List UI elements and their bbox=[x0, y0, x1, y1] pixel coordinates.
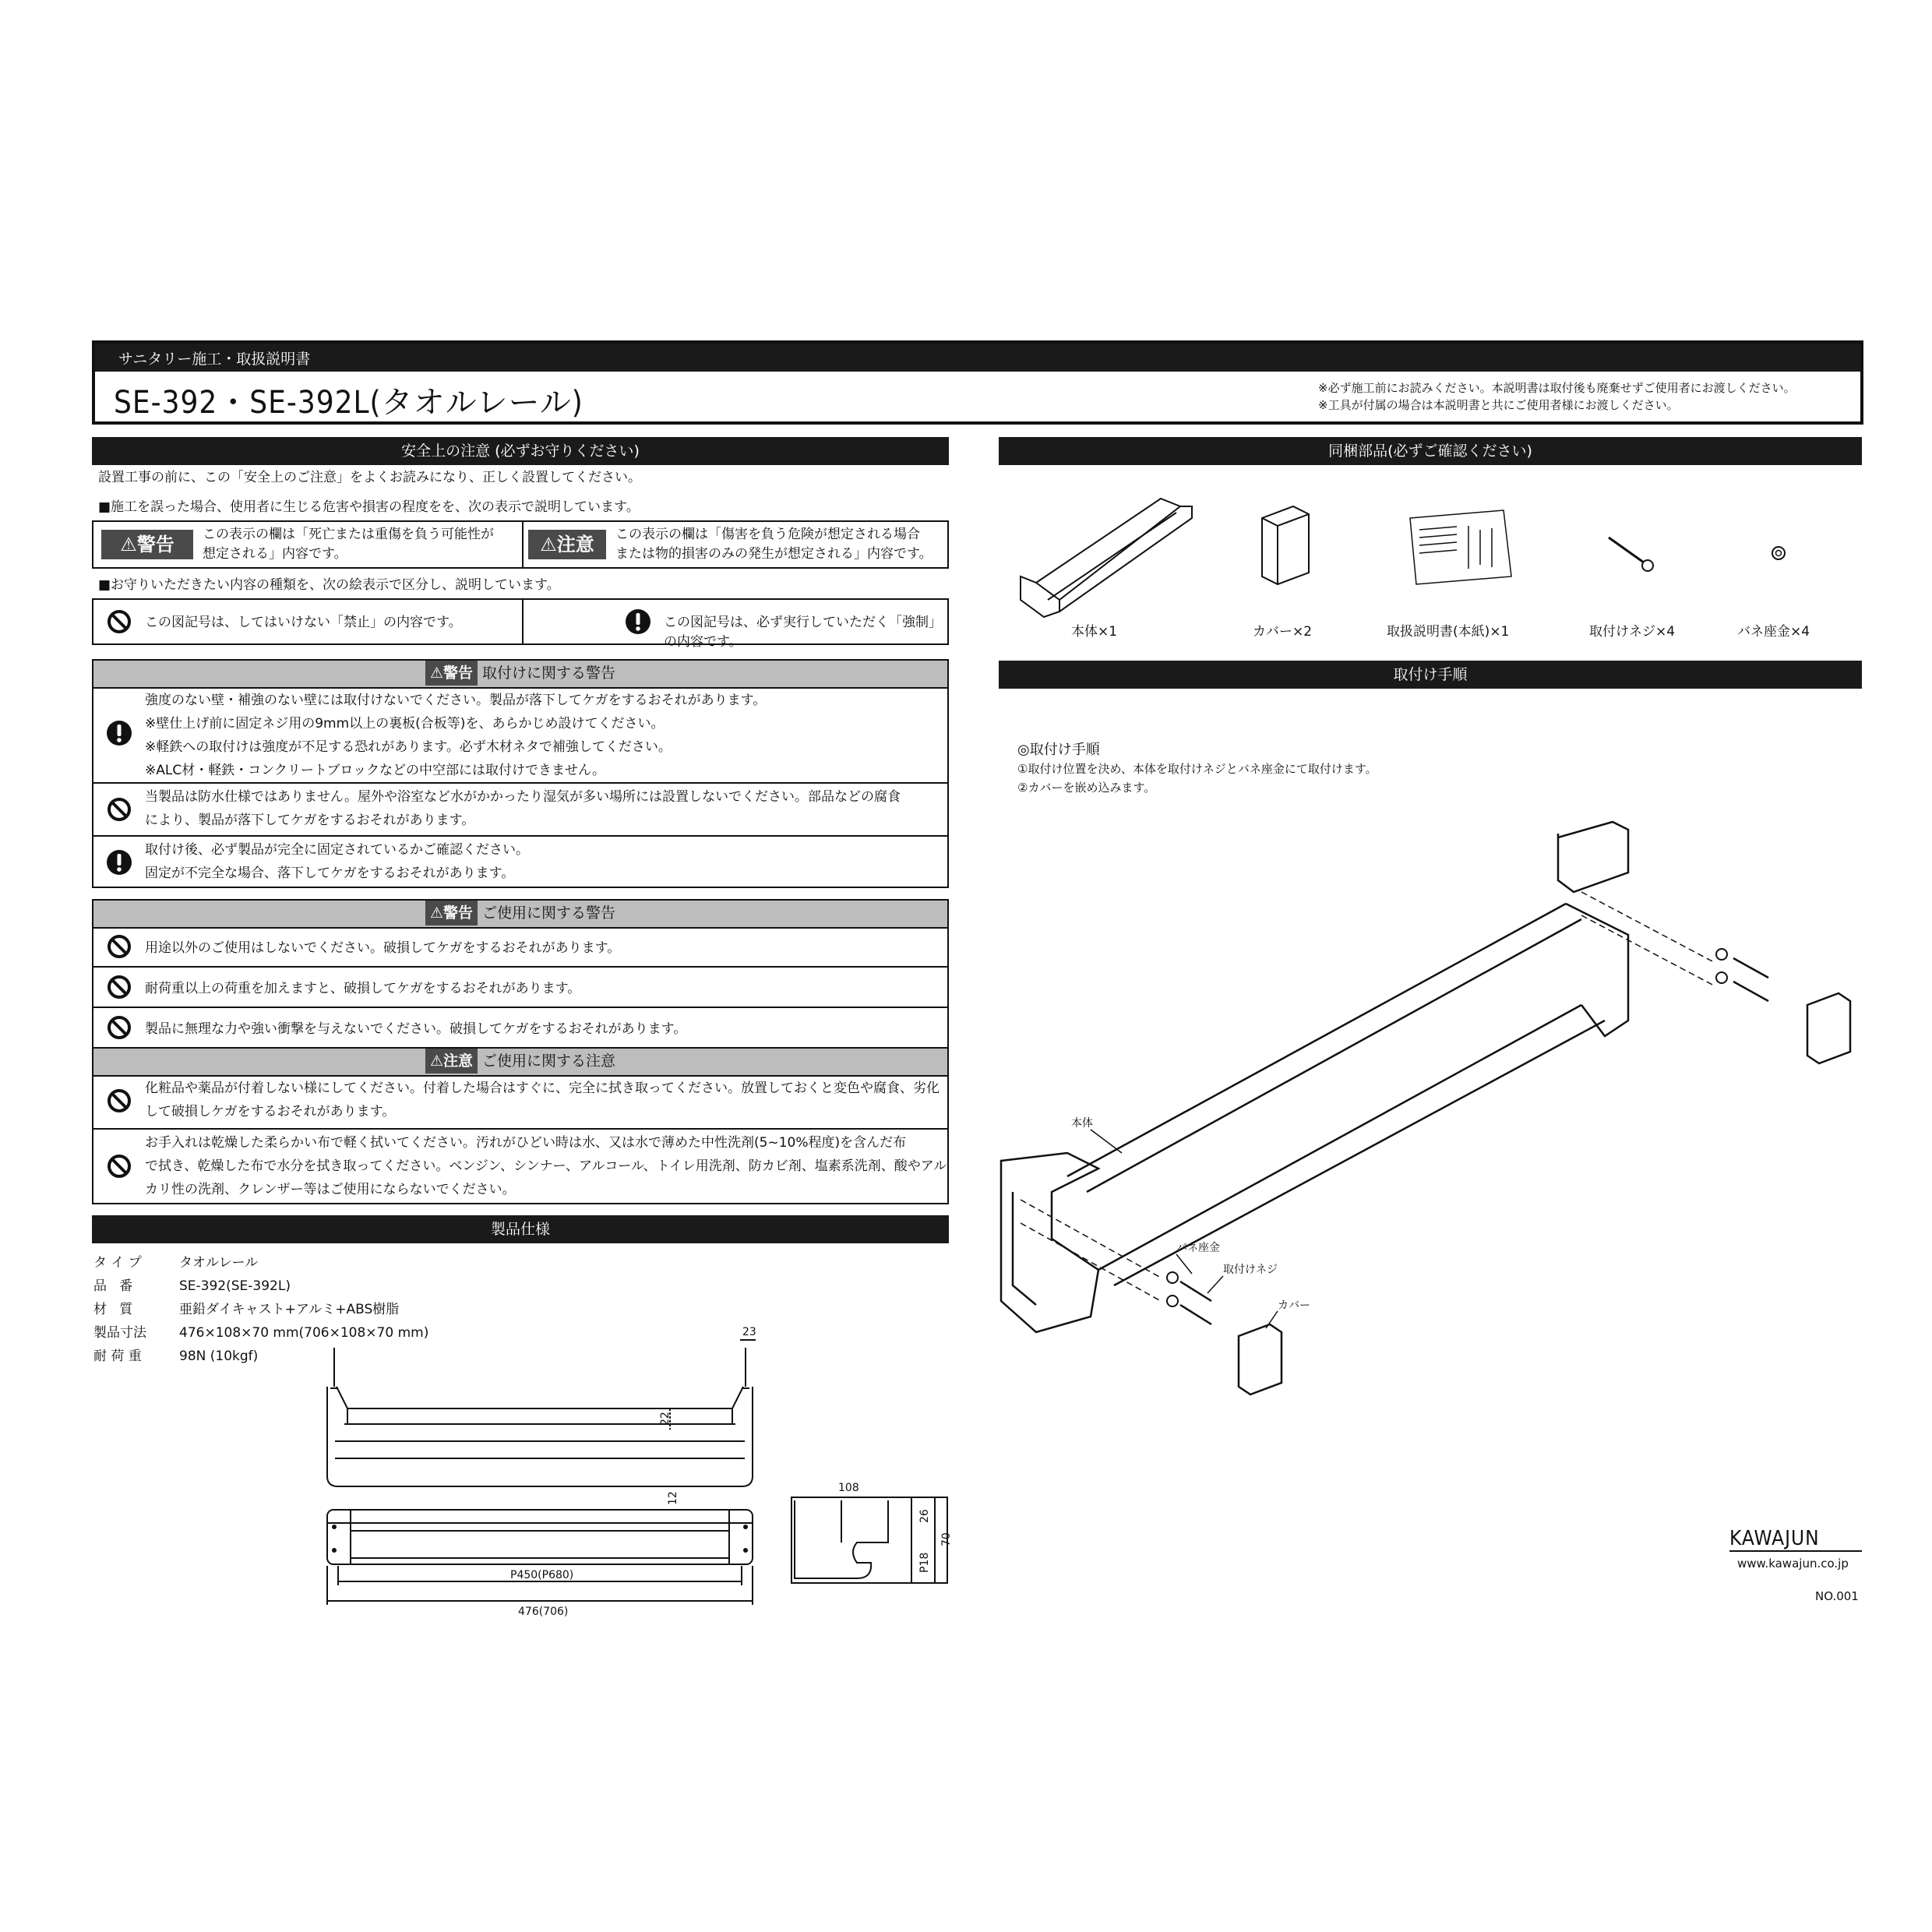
text-line: カリ性の洗剤、クレンザー等はご使用にならないでください。 bbox=[145, 1182, 516, 1197]
spec-row bbox=[93, 1298, 399, 1317]
prohibit-icon bbox=[106, 1153, 132, 1179]
dim-23: 23 bbox=[742, 1326, 756, 1338]
use-warning-item bbox=[93, 1007, 947, 1047]
symbol-legend bbox=[92, 598, 949, 650]
header-category-bar bbox=[95, 344, 1860, 372]
spec-title: 製品仕様 bbox=[490, 1221, 550, 1238]
prohibit-desc: この図記号は、してはいけない「禁止」の内容です。 bbox=[145, 615, 462, 630]
brand-name: KAWAJUN bbox=[1729, 1527, 1820, 1550]
install-warning-text bbox=[145, 838, 529, 885]
dim-12: 12 bbox=[667, 1491, 679, 1505]
procedure-title: 取付け手順 bbox=[1393, 666, 1468, 683]
brand-url: www.kawajun.co.jp bbox=[1737, 1557, 1849, 1571]
install-warning-item bbox=[93, 835, 947, 887]
screw-icon bbox=[1605, 530, 1659, 576]
parts-title-bar bbox=[999, 437, 1862, 465]
text-line: ※壁仕上げ前に固定ネジ用の9mm以上の裏板(合板等)を、あらかじめ設けてください。 bbox=[145, 716, 665, 732]
parts-title: 同梱部品(必ずご確認ください) bbox=[1328, 442, 1532, 460]
install-warning-text bbox=[145, 785, 901, 832]
warning-chip: ⚠警告 bbox=[101, 530, 193, 559]
warning-desc bbox=[203, 525, 494, 564]
header bbox=[92, 340, 1863, 425]
mandatory-icon bbox=[106, 720, 132, 746]
prohibit-icon bbox=[106, 796, 132, 823]
warning-desc-line-1: この表示の欄は「死亡または重傷を負う可能性が bbox=[203, 527, 494, 542]
brand-logo bbox=[1729, 1527, 1862, 1552]
text-line: して破損しケガをするおそれがあります。 bbox=[145, 1104, 396, 1119]
warning-desc-line-2: 想定される」内容です。 bbox=[203, 546, 347, 562]
header-note-1: ※必ず施工前にお読みください。本説明書は取付後も廃棄せずご使用者にお渡しください。 bbox=[1318, 381, 1796, 395]
install-warning-item bbox=[93, 782, 947, 837]
use-caution-text bbox=[145, 1077, 940, 1123]
spec-label: 品 番 bbox=[93, 1278, 133, 1294]
callout-washer: バネ座金 bbox=[1176, 1242, 1220, 1254]
document-number: NO.001 bbox=[1815, 1589, 1859, 1603]
prohibit-icon bbox=[106, 974, 132, 1000]
use-warning-item bbox=[93, 966, 947, 1007]
text-line: ※ALC材・軽鉄・コンクリートブロックなどの中空部には取付けできません。 bbox=[145, 763, 606, 778]
caution-desc bbox=[615, 525, 933, 564]
prohibit-icon bbox=[106, 608, 132, 635]
spec-value: 476×108×70 mm(706×108×70 mm) bbox=[179, 1325, 429, 1341]
cover-icon bbox=[1254, 499, 1317, 592]
washer-icon bbox=[1767, 541, 1790, 565]
dim-width: 476(706) bbox=[518, 1606, 569, 1618]
prohibit-icon bbox=[106, 933, 132, 960]
mandatory-icon bbox=[625, 608, 651, 635]
callout-cover: カバー bbox=[1278, 1299, 1310, 1312]
install-warning-item bbox=[93, 687, 947, 781]
text-line: により、製品が落下してケガをするおそれがあります。 bbox=[145, 813, 475, 828]
mandatory-desc: この図記号は、必ず実行していただく「強制」の内容です。 bbox=[664, 615, 942, 650]
spec-label: 製品寸法 bbox=[93, 1325, 146, 1341]
caution-legend bbox=[524, 522, 949, 567]
procedure-heading: ◎取付け手順 bbox=[1017, 742, 1100, 758]
text-line: 強度のない壁・補強のない壁には取付けないでください。製品が落下してケガをするおそれがあります。 bbox=[145, 693, 767, 708]
install-warnings-header bbox=[93, 661, 947, 689]
caution-chip: ⚠注意 bbox=[528, 530, 606, 559]
dim-108: 108 bbox=[838, 1482, 859, 1494]
use-warning-text: 用途以外のご使用はしないでください。破損してケガをするおそれがあります。 bbox=[145, 940, 621, 956]
header-category: サニタリー施工・取扱説明書 bbox=[118, 351, 311, 368]
install-warning-text bbox=[145, 689, 766, 782]
header-note-2: ※工具が付属の場合は本説明書と共にご使用者様にお渡しください。 bbox=[1318, 398, 1679, 412]
use-warnings-header bbox=[93, 901, 947, 929]
dim-26: 26 bbox=[918, 1509, 931, 1523]
use-warnings-title: ご使用に関する警告 bbox=[482, 904, 616, 922]
spec-drawing bbox=[312, 1324, 966, 1628]
callout-body: 本体 bbox=[1071, 1117, 1093, 1130]
spec-value: タオルレール bbox=[179, 1255, 259, 1271]
use-warnings-chip: ⚠警告 bbox=[425, 901, 478, 925]
text-line: ※軽鉄への取付けは強度が不足する恐れがあります。必ず木材ネタで補強してください。 bbox=[145, 739, 672, 755]
prohibit-icon bbox=[106, 1088, 132, 1114]
installation-drawing bbox=[989, 818, 1862, 1410]
procedure-title-bar bbox=[999, 661, 1862, 689]
caution-desc-line-1: この表示の欄は「傷害を負う危険が想定される場合 bbox=[615, 527, 920, 542]
spec-label: 材 質 bbox=[93, 1302, 133, 1317]
use-cautions-header bbox=[93, 1047, 947, 1077]
safety-intro: 設置工事の前に、この「安全上のご注意」をよくお読みになり、正しく設置してください。 bbox=[98, 470, 641, 485]
dim-22: 22 bbox=[659, 1412, 672, 1426]
text-line: お手入れは乾燥した柔らかい布で軽く拭いてください。汚れがひどい時は水、又は水で薄めた中性洗剤(5~10%程度)を含んだ布 bbox=[145, 1135, 907, 1151]
spec-row bbox=[93, 1274, 291, 1294]
page-title: SE-392・SE-392L(タオルレール) bbox=[114, 385, 583, 421]
spec-row bbox=[93, 1345, 258, 1364]
spec-title-bar bbox=[92, 1215, 949, 1243]
use-caution-item bbox=[93, 1128, 947, 1203]
text-line: 取付け後、必ず製品が完全に固定されているかご確認ください。 bbox=[145, 842, 529, 858]
caution-desc-line-2: または物的損害のみの発生が想定される」内容です。 bbox=[615, 546, 933, 562]
symbol-intro: ■お守りいただきたい内容の種類を、次の絵表示で区分し、説明しています。 bbox=[98, 577, 560, 593]
use-warning-item bbox=[93, 927, 947, 966]
text-line: 化粧品や薬品が付着しない様にしてください。付着した場合はすぐに、完全に拭き取ってください。放置しておくと変色や腐食、劣化 bbox=[145, 1081, 940, 1096]
spec-value: SE-392(SE-392L) bbox=[179, 1278, 291, 1294]
install-warnings-title: 取付けに関する警告 bbox=[482, 665, 616, 682]
use-warning-text: 耐荷重以上の荷重を加えますと、破損してケガをするおそれがあります。 bbox=[145, 981, 581, 996]
part-label-washer: バネ座金×4 bbox=[1737, 624, 1810, 640]
use-warning-text: 製品に無理な力や強い衝撃を与えないでください。破損してケガをするおそれがあります。 bbox=[145, 1021, 687, 1037]
use-caution-text bbox=[145, 1131, 947, 1201]
callout-screw: 取付けネジ bbox=[1223, 1264, 1278, 1276]
dim-p18: P18 bbox=[918, 1552, 931, 1573]
dim-pitch: P450(P680) bbox=[510, 1569, 574, 1581]
mandatory-legend bbox=[524, 600, 949, 650]
spec-value: 亜鉛ダイキャスト+アルミ+ABS樹脂 bbox=[179, 1302, 400, 1317]
use-cautions-chip: ⚠注意 bbox=[425, 1049, 478, 1074]
safety-title-bar bbox=[92, 437, 949, 465]
spec-row bbox=[93, 1251, 258, 1271]
part-label-cover: カバー×2 bbox=[1253, 624, 1313, 640]
part-label-body: 本体×1 bbox=[1071, 624, 1118, 640]
part-label-screw: 取付けネジ×4 bbox=[1589, 624, 1676, 640]
procedure-step-2: ②カバーを嵌め込みます。 bbox=[1017, 781, 1156, 795]
prohibit-legend bbox=[93, 600, 524, 643]
part-label-manual: 取扱説明書(本紙)×1 bbox=[1387, 624, 1510, 640]
install-warnings-chip: ⚠警告 bbox=[425, 661, 478, 686]
mandatory-icon bbox=[106, 849, 132, 876]
procedure-step-1: ①取付け位置を決め、本体を取付けネジとバネ座金にて取付けます。 bbox=[1017, 762, 1377, 776]
prohibit-icon bbox=[106, 1014, 132, 1041]
use-warnings bbox=[92, 899, 949, 1204]
use-cautions-title: ご使用に関する注意 bbox=[482, 1052, 616, 1070]
safety-title: 安全上の注意 (必ずお守りください) bbox=[401, 442, 640, 460]
spec-label: タ イ プ bbox=[93, 1255, 142, 1271]
spec-value: 98N (10kgf) bbox=[179, 1349, 259, 1364]
install-warnings bbox=[92, 659, 949, 888]
text-line: で拭き、乾燥した布で水分を拭き取ってください。ベンジン、シンナー、アルコール、トイレ用洗剤、防カビ剤、塩素系洗剤、酸やアル bbox=[145, 1158, 947, 1174]
rail-body-icon bbox=[1013, 483, 1200, 623]
dim-70: 70 bbox=[940, 1532, 953, 1546]
manual-icon bbox=[1402, 506, 1519, 592]
spec-label: 耐 荷 重 bbox=[93, 1349, 142, 1364]
text-line: 当製品は防水仕様ではありません。屋外や浴室など水がかかったり湿気が多い場所には設置しないでください。部品などの腐食 bbox=[145, 789, 901, 805]
use-caution-item bbox=[93, 1075, 947, 1128]
warning-legend bbox=[93, 522, 524, 567]
text-line: 固定が不完全な場合、落下してケガをするおそれがあります。 bbox=[145, 866, 515, 881]
level-legend bbox=[92, 520, 949, 569]
safety-level-intro: ■施工を誤った場合、使用者に生じる危害や損害の程度をを、次の表示で説明しています。 bbox=[98, 499, 640, 515]
